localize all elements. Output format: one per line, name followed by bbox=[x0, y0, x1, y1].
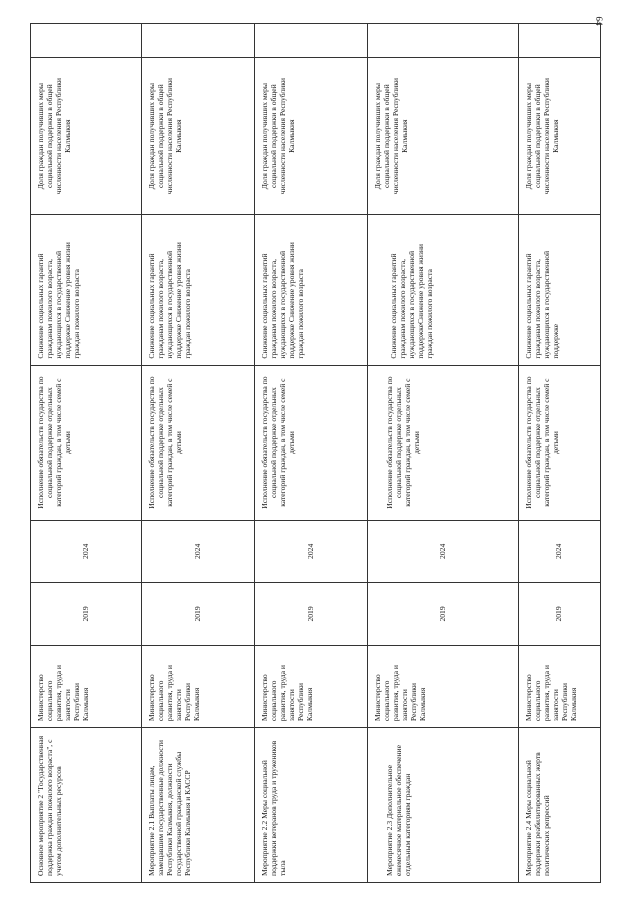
start-year-cell: 2019 bbox=[142, 583, 255, 646]
empty-cell bbox=[255, 24, 368, 58]
risks-cell: Снижение социальных гарантий гражданам пожилого возраста, нуждающихся в государственной поддержке bbox=[519, 215, 601, 365]
risks-cell: Снижение социальных гарантий гражданам пожилого возраста, нуждающихся в государственной поддержке Снижение уровня жизни граждан пожилого возраста bbox=[142, 215, 255, 365]
expected-result-cell: Исполнение обязательств государства по социальной поддержке отдельных категорий граждан, в том числе семей с детьми bbox=[519, 365, 601, 520]
indicator-cell: Доля граждан получивших меры социальной поддержки в общей численности населения Республики Калмыкия bbox=[519, 58, 601, 215]
executor-cell: Министерство социального развития, труда и занятости Республики Калмыкия bbox=[255, 645, 368, 727]
expected-result-cell: Исполнение обязательств государства по социальной поддержке отдельных категорий граждан, в том числе семей с детьми bbox=[368, 365, 519, 520]
start-year-cell: 2019 bbox=[519, 583, 601, 646]
indicator-cell: Доля граждан получивших меры социальной поддержки в общей численности населения Республики Калмыкия bbox=[368, 58, 519, 215]
end-year-cell: 2024 bbox=[519, 520, 601, 583]
executor-cell: Министерство социального развития, труда и занятости Республики Калмыкия bbox=[519, 645, 601, 727]
risks-cell: Снижение социальных гарантий гражданам пожилого возраста, нуждающихся в государственной поддержке Снижение уровня жизни граждан пожилого возраста bbox=[255, 215, 368, 365]
expected-result-cell: Исполнение обязательств государства по социальной поддержке отдельных категорий граждан, в том числе семей с детьми bbox=[31, 365, 142, 520]
start-year-cell: 2019 bbox=[255, 583, 368, 646]
end-year-cell: 2024 bbox=[368, 520, 519, 583]
end-year-cell: 2024 bbox=[31, 520, 142, 583]
executor-cell: Министерство социального развития, труда и занятости Республики Калмыкия bbox=[368, 645, 519, 727]
measure-name-cell: Мероприятие 2.3 Дополнительное ежемесячное материальное обеспечение отдельным категориям граждан bbox=[368, 728, 519, 883]
risks-cell: Снижение социальных гарантий гражданам пожилого возраста, нуждающихся в государственной поддержке Снижение уровня жизни граждан пожилого возраста bbox=[31, 215, 142, 365]
measure-name-cell: Мероприятие 2.4 Меры социальной поддержки реабилитированных жертв политических репрессий bbox=[519, 728, 601, 883]
empty-cell bbox=[519, 24, 601, 58]
empty-cell bbox=[142, 24, 255, 58]
measure-name-cell: Мероприятие 2.1 Выплаты лицам, замещавшим государственные должности Республики Калмыкия, должности государственной гражданской службы Республики Калмыкия и КАССР bbox=[142, 728, 255, 883]
page-number: 64 bbox=[594, 16, 604, 26]
indicator-cell: Доля граждан получивших меры социальной поддержки в общей численности населения Республики Калмыкия bbox=[142, 58, 255, 215]
rotated-table-container bbox=[30, 23, 600, 883]
indicator-cell: Доля граждан получивших меры социальной поддержки в общей численности населения Республики Калмыкия bbox=[31, 58, 142, 215]
measure-name-cell: Мероприятие 2.2 Меры социальной поддержки ветеранов труда и тружеников тыла bbox=[255, 728, 368, 883]
table-row bbox=[31, 24, 142, 883]
end-year-cell: 2024 bbox=[142, 520, 255, 583]
executor-cell: Министерство социального развития, труда и занятости Республики Калмыкия bbox=[31, 645, 142, 727]
measure-name-cell: Основное мероприятие 2 "Государственная поддержка граждан пожилого возраста", с учетом дополнительных ресурсов bbox=[31, 728, 142, 883]
expected-result-cell: Исполнение обязательств государства по социальной поддержке отдельных категорий граждан, в том числе семей с детьми bbox=[142, 365, 255, 520]
table-row bbox=[142, 24, 255, 883]
start-year-cell: 2019 bbox=[368, 583, 519, 646]
executor-cell: Министерство социального развития, труда и занятости Республики Калмыкия bbox=[142, 645, 255, 727]
programme-measures-table bbox=[30, 23, 601, 883]
table-row bbox=[368, 24, 519, 883]
end-year-cell: 2024 bbox=[255, 520, 368, 583]
start-year-cell: 2019 bbox=[31, 583, 142, 646]
indicator-cell: Доля граждан получивших меры социальной поддержки в общей численности населения Республики Калмыкия bbox=[255, 58, 368, 215]
empty-cell bbox=[31, 24, 142, 58]
expected-result-cell: Исполнение обязательств государства по социальной поддержке отдельных категорий граждан, в том числе семей с детьми bbox=[255, 365, 368, 520]
table-row bbox=[519, 24, 601, 883]
empty-cell bbox=[368, 24, 519, 58]
table-row bbox=[255, 24, 368, 883]
risks-cell: Снижение социальных гарантий гражданам пожилого возраста, нуждающихся в государственной поддержкеСнижение уровня жизни граждан пожилого возраста bbox=[368, 215, 519, 365]
